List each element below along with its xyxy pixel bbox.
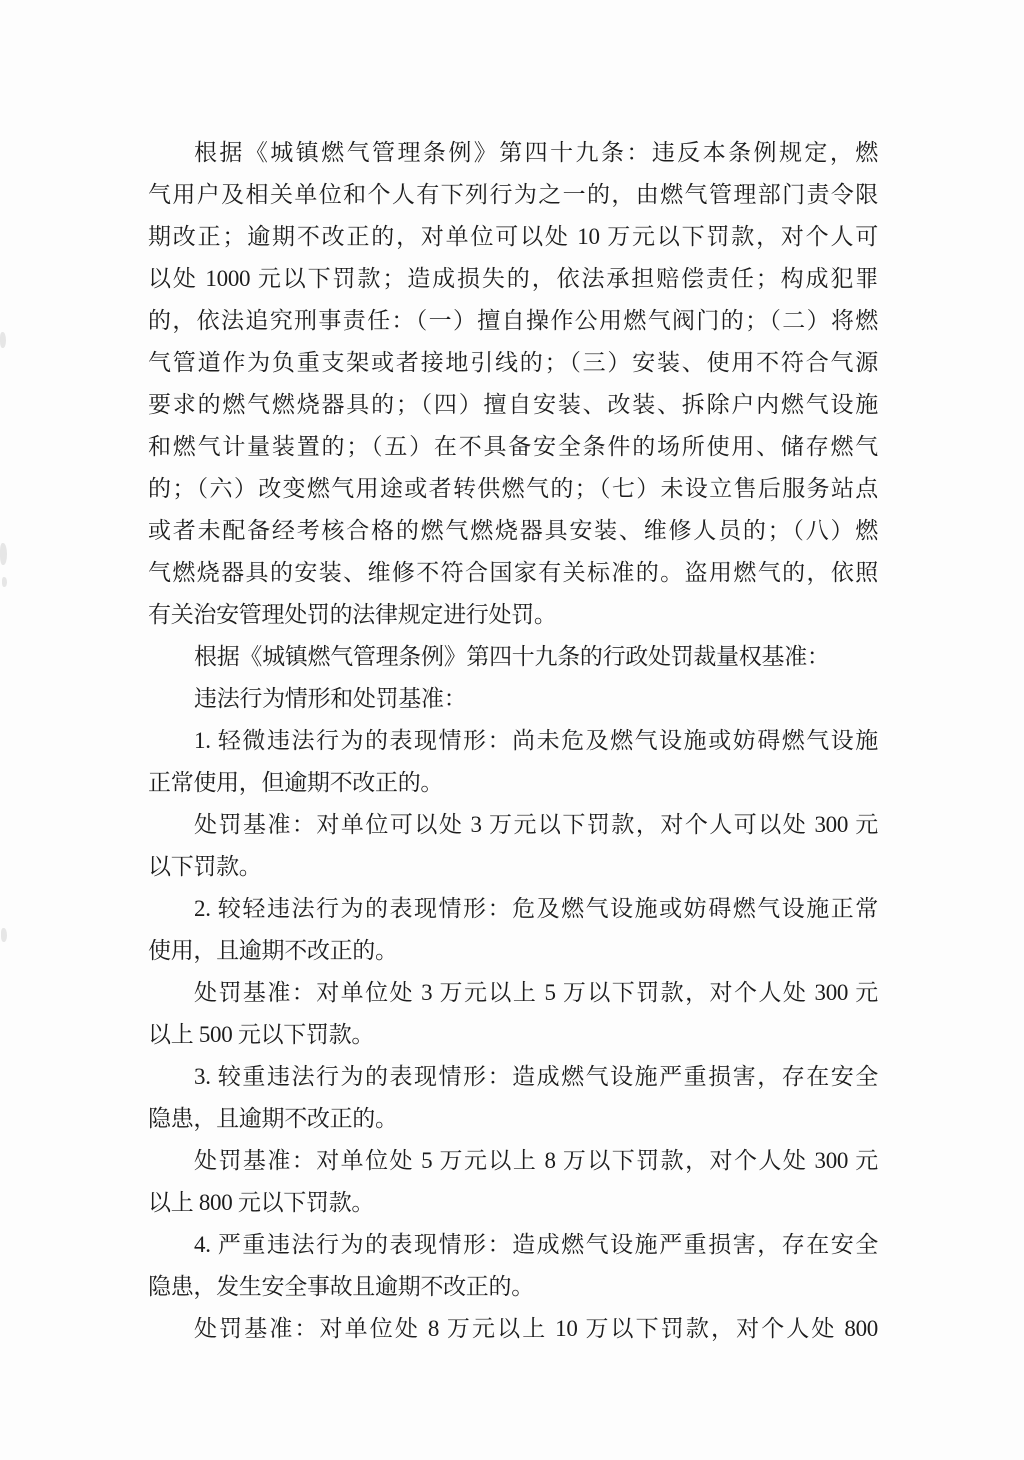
- scan-artifact: [0, 543, 7, 565]
- text-line: 4. 严重违法行为的表现情形：造成燃气设施严重损害，存在安全: [194, 1232, 878, 1257]
- text-line: 使用，且逾期不改正的。: [148, 938, 398, 963]
- scan-artifact: [0, 332, 6, 348]
- text-line: 或者未配备经考核合格的燃气燃烧器具安装、维修人员的；（八）燃: [148, 518, 878, 543]
- text-line: 正常使用，但逾期不改正的。: [148, 770, 444, 795]
- text-line: 处罚基准：对单位处 5 万元以上 8 万以下罚款，对个人处 300 元: [194, 1148, 878, 1173]
- text-line: 以下罚款。: [148, 854, 262, 879]
- text-line: 违法行为情形和处罚基准：: [194, 686, 467, 711]
- document-body: [148, 132, 878, 1350]
- text-line: 1. 轻微违法行为的表现情形：尚未危及燃气设施或妨碍燃气设施: [194, 728, 878, 753]
- text-line: 2. 较轻违法行为的表现情形：危及燃气设施或妨碍燃气设施正常: [194, 896, 878, 921]
- text-line: 的，依法追究刑事责任：（一）擅自操作公用燃气阀门的；（二）将燃: [148, 308, 878, 333]
- text-line: 以上 800 元以下罚款。: [148, 1190, 375, 1215]
- text-line: 和燃气计量装置的；（五）在不具备安全条件的场所使用、储存燃气: [148, 434, 878, 459]
- text-line: 处罚基准：对单位处 8 万元以上 10 万以下罚款，对个人处 800: [194, 1316, 878, 1341]
- text-line: 气燃烧器具的安装、维修不符合国家有关标准的。盗用燃气的，依照: [148, 560, 878, 585]
- text-line: 处罚基准：对单位可以处 3 万元以下罚款，对个人可以处 300 元: [194, 812, 878, 837]
- text-line: 隐患，发生安全事故且逾期不改正的。: [148, 1274, 534, 1299]
- scan-artifact: [2, 577, 7, 587]
- scan-artifact: [1, 928, 7, 942]
- text-line: 根据《城镇燃气管理条例》第四十九条：违反本条例规定，燃: [194, 140, 878, 165]
- text-line: 以处 1000 元以下罚款；造成损失的，依法承担赔偿责任；构成犯罪: [148, 266, 878, 291]
- text-line: 隐患，且逾期不改正的。: [148, 1106, 398, 1131]
- text-line: 以上 500 元以下罚款。: [148, 1022, 375, 1047]
- text-line: 气用户及相关单位和个人有下列行为之一的，由燃气管理部门责令限: [148, 182, 878, 207]
- text-line: 气管道作为负重支架或者接地引线的；（三）安装、使用不符合气源: [148, 350, 878, 375]
- text-line: 的；（六）改变燃气用途或者转供燃气的；（七）未设立售后服务站点: [148, 476, 878, 501]
- text-line: 处罚基准：对单位处 3 万元以上 5 万以下罚款，对个人处 300 元: [194, 980, 878, 1005]
- text-line: 有关治安管理处罚的法律规定进行处罚。: [148, 602, 557, 627]
- text-line: 3. 较重违法行为的表现情形：造成燃气设施严重损害，存在安全: [194, 1064, 878, 1089]
- text-line: 要求的燃气燃烧器具的；（四）擅自安装、改装、拆除户内燃气设施: [148, 392, 878, 417]
- text-line: 期改正；逾期不改正的，对单位可以处 10 万元以下罚款，对个人可: [148, 224, 878, 249]
- text-line: 根据《城镇燃气管理条例》第四十九条的行政处罚裁量权基准：: [194, 644, 830, 669]
